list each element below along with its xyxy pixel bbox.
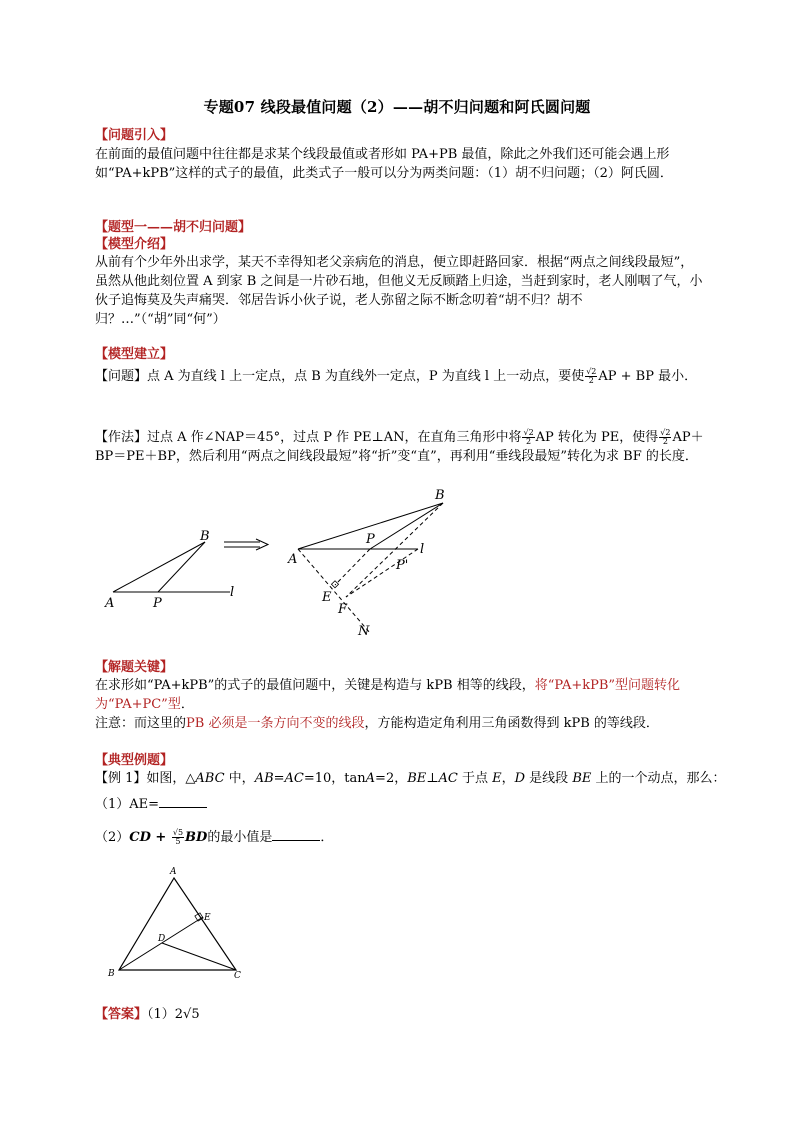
- figure-construction: [280, 485, 480, 640]
- question-1-text: （1）AE=: [95, 797, 160, 812]
- fig2-label-p-prime: P': [396, 558, 409, 573]
- fig2-label-e: E: [322, 590, 332, 605]
- fig3-label-b: B: [108, 969, 115, 979]
- note-text-c: ，方能构造定角利用三角函数得到 kPB 的等线段．: [364, 716, 659, 731]
- fig3-label-e: E: [204, 913, 211, 923]
- sqrt2-over-2-fraction: $\frac{√2}{2}$: [523, 428, 534, 446]
- build-heading: [95, 345, 173, 364]
- method-text-a: 【作法】过点 A 作∠NAP＝45°，过点 P 作 PE⊥AN，在直角三角形中将: [95, 430, 522, 445]
- model-paragraph: 从前有个少年外出求学，某天不幸得知老父亲病危的消息，便立即赶路回家．根据“两点之间线段最短”，虽然从他此刻位置 A 到家 B 之间是一片砂石地，但他义无反顾踏上归途，当赶到家时，老人刚咽了气，小伙子追悔莫及失声痛哭．邻居告诉小伙子说，老人弥留之际不断念叨着“胡不归？胡不归？…”（“胡”同“何”）: [95, 255, 703, 327]
- fig1-label-b: B: [200, 529, 210, 544]
- question-2: （2）CD + $\frac{√5}{5}$ BD的最小值是 ．: [95, 828, 334, 846]
- page-title: 专题07 线段最值问题（2）——胡不归问题和阿氏圆问题: [203, 98, 591, 116]
- fig2-label-n: N: [358, 624, 370, 639]
- figure-triangle-simple: [95, 520, 275, 620]
- note-paragraph: [95, 714, 705, 733]
- note-text-a: 注意：而这里的: [95, 716, 187, 731]
- fig3-label-a: A: [170, 867, 177, 877]
- key-text-c: ．: [180, 697, 194, 712]
- example-tag: 【典型例题】: [95, 753, 174, 768]
- example-heading: [95, 751, 173, 770]
- key-paragraph: [95, 676, 705, 714]
- method-text-b: AP 转化为 PE，使得: [535, 430, 659, 445]
- fig1-label-p: P: [153, 596, 162, 611]
- fig2-label-p: P: [366, 532, 375, 547]
- fig2-label-b: B: [435, 488, 445, 503]
- fig1-label-a: A: [105, 596, 115, 611]
- method-text-d: ＋BP＝PE＋BP，然后利用“两点之间线段最短”将“折”变“直”，再利用“垂线段最短”转化为求 BF 的长度．: [95, 430, 704, 464]
- transform-arrow-icon: [222, 538, 272, 552]
- question-1: [95, 795, 207, 814]
- fig3-label-c: C: [234, 971, 241, 981]
- answer-blank-2[interactable]: [272, 828, 320, 841]
- sqrt5-over-5-fraction: $\frac{√5}{5}$: [172, 828, 184, 846]
- problem-text-a: 【问题】点 A 为直线 l 上一定点，点 B 为直线外一定点，P 为直线 l 上一动点，要使: [95, 369, 585, 384]
- method-paragraph: [95, 428, 705, 466]
- sqrt2-over-2-fraction: $\frac{√2}{2}$: [586, 367, 597, 385]
- key-heading: [95, 658, 173, 677]
- fig2-label-l: l: [420, 542, 425, 557]
- intro-tag: 【问题引入】: [95, 128, 174, 143]
- note-text-highlight: PB 必须是一条方向不变的线段: [186, 716, 365, 731]
- fig1-label-l: l: [230, 585, 235, 600]
- fig2-label-a: A: [288, 552, 298, 567]
- key-tag: 【解题关键】: [95, 660, 174, 675]
- model-tag: 【模型介绍】: [95, 237, 174, 252]
- problem-paragraph: [95, 367, 705, 386]
- problem-text-b: AP + BP 最小．: [598, 369, 698, 384]
- figure-triangle-abc: [100, 862, 260, 984]
- model-heading: [95, 235, 173, 254]
- answer-blank-1[interactable]: [159, 795, 207, 808]
- intro-paragraph: 在前面的最值问题中往往都是求某个线段最值或者形如 PA+PB 最值，除此之外我们还可能会遇上形如“PA+kPB”这样的式子的最值，此类式子一般可以分为两类问题：（1）胡不归问题；（2）阿氏圆．: [95, 147, 673, 181]
- key-text-a: 在求形如“PA+kPB”的式子的最值问题中，关键是构造与 kPB 相等的线段，: [95, 678, 535, 693]
- example1-statement: 【例 1】如图，△ABC 中，AB=AC=10，tanA=2，BE⊥AC 于点 E，D 是线段 BE 上的一个动点，那么：: [95, 771, 726, 786]
- fig3-label-d: D: [158, 934, 166, 944]
- answer-row: [95, 1005, 200, 1024]
- answer-text: （1）2√5: [147, 1007, 200, 1022]
- type1-tag: 【题型一——胡不归问题】: [95, 220, 252, 235]
- method-text-c: AP: [672, 430, 691, 445]
- key-text-highlight: 将“PA+kPB”型问题转化为“PA+PC”型: [95, 678, 681, 712]
- build-tag: 【模型建立】: [95, 347, 174, 362]
- sqrt2-over-2-fraction: $\frac{√2}{2}$: [660, 428, 671, 446]
- answer-tag: 【答案】: [95, 1007, 148, 1022]
- fig2-label-f: F: [338, 602, 348, 617]
- intro-heading: [95, 126, 173, 145]
